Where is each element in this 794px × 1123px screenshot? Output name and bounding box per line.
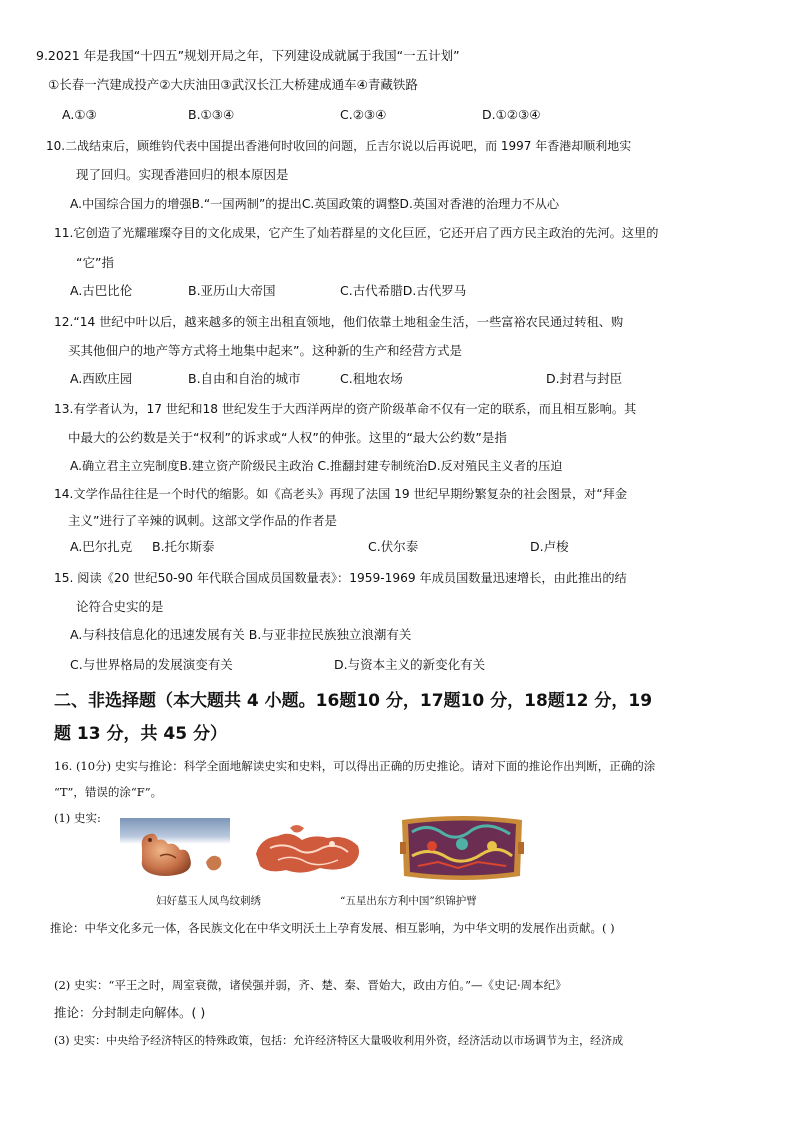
q11-option-cd: C.古代希腊D.古代罗马 [340,283,467,298]
embroidery-image [250,818,366,880]
q12-option-c: C.租地农场 [340,371,403,386]
q13-stem: 13.有学者认为，17 世纪和18 世纪发生于大西洋两岸的资产阶级革命不仅有一定的联系，而且相互影响。其 [54,402,637,416]
q15-option-c: C.与世界格局的发展演变有关 [70,657,233,672]
q15-option-d: D.与资本主义的新变化有关 [334,657,486,672]
q12-option-a: A.西欧庄园 [70,371,133,386]
q11-stem: 11.它创造了光耀璀璨夺目的文化成果，它产生了灿若群星的文化巨匠，它还开启了西方民主政治的先河。这里的 [54,226,659,240]
q16-stem: 16. (10分) 史实与推论：科学全面地解读史实和史料，可以得出正确的历史推论。请对下面的推论作出判断，正确的涂 [54,759,656,773]
section-title-cont: 题 13 分，共 45 分） [54,724,227,744]
q15-option-ab: A.与科技信息化的迅速发展有关 B.与亚非拉民族独立浪潮有关 [70,627,412,642]
q16-part1-label: (1) 史实: [54,811,101,825]
q9-items: ①长春一汽建成投产②大庆油田③武汉长江大桥建成通车④青藏铁路 [48,77,418,92]
q14-option-c: C.伏尔泰 [368,539,419,554]
q9-option-b: B.①③④ [188,107,235,122]
q13-options: A.确立君主立宪制度B.建立资产阶级民主政治 C.推翻封建专制统治D.反对殖民主义者的压迫 [70,459,563,473]
q12-option-d: D.封君与封臣 [546,371,623,386]
q10-options: A.中国综合国力的增强B.“一国两制”的提出C.英国政策的调整D.英国对香港的治理力不从心 [70,197,560,211]
q9-option-a: A.①③ [62,107,97,122]
q16-part1-inference: 推论：中华文化多元一体，各民族文化在中华文明沃土上孕育发展、相互影响，为中华文明的发展作出贡献。( ) [50,921,615,935]
caption-armguard: “五星出东方利中国”织锦护臂 [340,895,477,907]
section-title: 二、非选择题（本大题共 4 小题。16题10 分，17题10 分，18题12 分，19 [54,691,653,711]
q14-option-d: D.卢梭 [530,539,569,554]
q14-stem-cont: 主义”进行了辛辣的讽刺。这部文学作品的作者是 [68,513,337,528]
q16-part3-fact: (3) 史实：中央给予经济特区的特殊政策，包括：允许经济特区大量吸收利用外资，经济活动以市场调节为主，经济成 [54,1034,624,1047]
q11-option-a: A.古巴比伦 [70,283,133,298]
q15-stem-cont: 论符合史实的是 [76,599,164,614]
q10-stem-cont: 现了回归。实现香港回归的根本原因是 [76,167,289,182]
q13-stem-cont: 中最大的公约数是关于“权利”的诉求或“人权”的伸张。这里的“最大公约数”是指 [68,430,507,445]
q16-part2-inference: 推论：分封制走向解体。( ) [54,1005,206,1020]
q11-option-b: B.亚历山大帝国 [188,283,276,298]
caption-jade-embroidery: 妇好墓玉人凤鸟纹刺绣 [156,895,261,907]
q14-stem: 14.文学作品往往是一个时代的缩影。如《高老头》再现了法国 19 世纪早期纷繁复杂的社会图景，对“拜金 [54,487,628,501]
q14-option-a: A.巴尔扎克 [70,539,133,554]
q12-stem-cont: 买其他佃户的地产等方式将土地集中起来”。这种新的生产和经营方式是 [68,343,462,358]
q9-option-d: D.①②③④ [482,107,541,122]
brocade-armguard-image [398,812,526,884]
q10-stem: 10.二战结束后，顾维钧代表中国提出香港何时收回的问题，丘吉尔说以后再说吧，而 1997 年香港却顺利地实 [46,139,632,153]
q15-stem: 15. 阅读《20 世纪50-90 年代联合国成员国数量表》：1959-1969 年成员国数量迅速增长，由此推出的结 [54,571,627,585]
q12-option-b: B.自由和自治的城市 [188,371,301,386]
q9-stem: 9.2021 年是我国“十四五”规划开局之年，下列建设成就属于我国“一五计划” [36,48,460,63]
q9-option-c: C.②③④ [340,107,387,122]
q12-stem: 12.“14 世纪中叶以后，越来越多的领主出租直领地，他们依靠土地租金生活，一些富裕农民通过转租、购 [54,315,624,329]
q16-part2-fact: (2) 史实：“平王之时，周室衰微，诸侯强并弱，齐、楚、秦、晋始大，政由方伯。”—《史记·周本纪》 [54,978,567,992]
q14-option-b: B.托尔斯泰 [152,539,215,554]
q11-stem-cont: “它”指 [76,255,114,270]
q16-stem-cont: “T”，错误的涂“F”。 [54,785,163,799]
jade-figure-image [120,818,230,880]
